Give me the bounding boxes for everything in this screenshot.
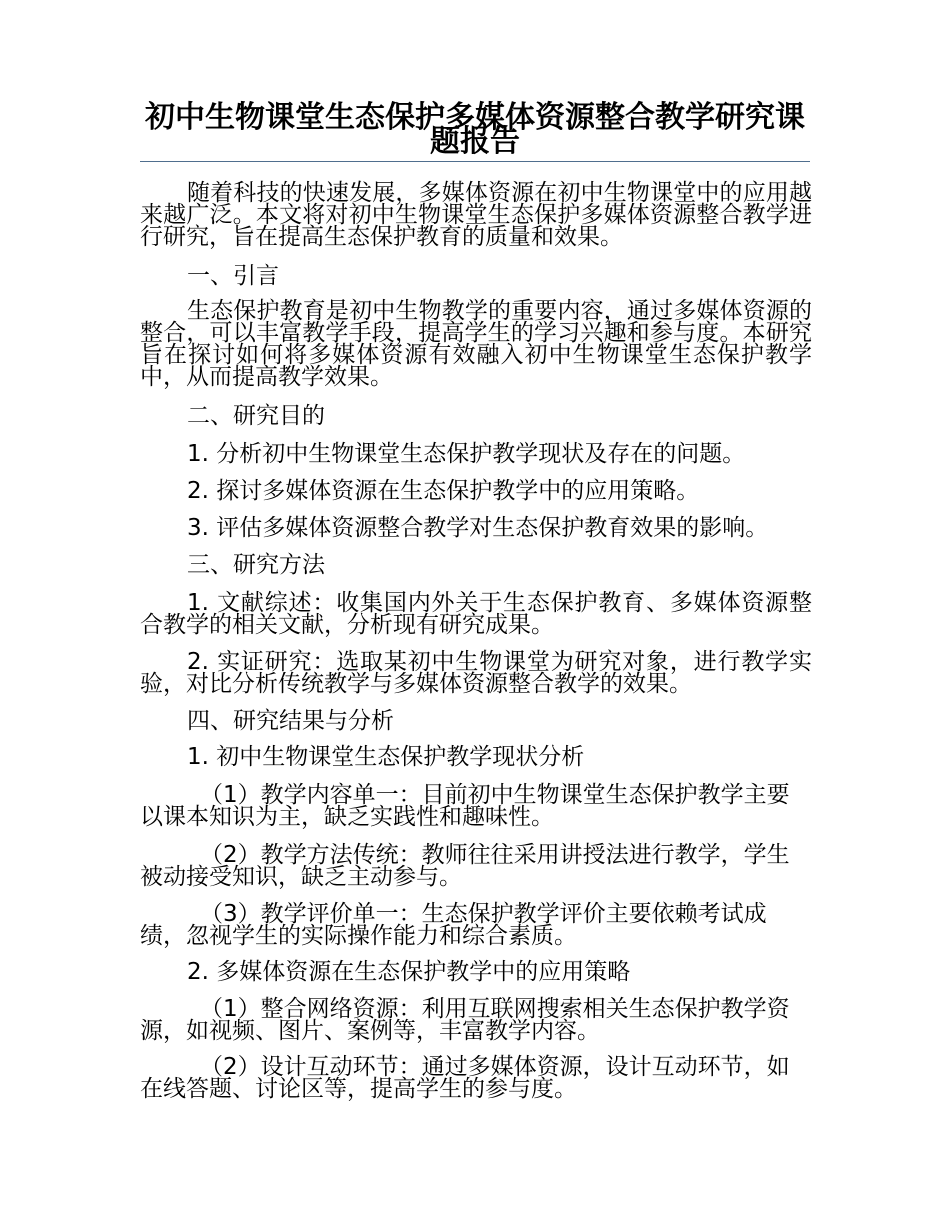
introduction-paragraph: 生态保护教育是初中生物教学的重要内容，通过多媒体资源的整合，可以丰富教学手段，提高学生的学习兴趣和参与度。本研究旨在探讨如何将多媒体资源有效融入初中生物课堂生态保护教学中，从而提高教学效果。 [140,298,812,390]
results-point-1-1: （1）教学内容单一：目前初中生物课堂生态保护教学主要以课本知识为主，缺乏实践性和趣味性。 [140,782,790,830]
results-point-1-3: （3）教学评价单一：生态保护教学评价主要依赖考试成绩，忽视学生的实际操作能力和综合素质。 [140,901,767,949]
section-heading-objectives: 二、研究目的 [187,403,325,429]
method-item-1: 1. 文献综述：收集国内外关于生态保护教育、多媒体资源整合教学的相关文献，分析现有研究成果。 [140,590,812,638]
intro-paragraph: 随着科技的快速发展，多媒体资源在初中生物课堂中的应用越来越广泛。本文将对初中生物课堂生态保护多媒体资源整合教学进行研究，旨在提高生态保护教育的质量和效果。 [140,180,812,250]
method-item-2: 2. 实证研究：选取某初中生物课堂为研究对象，进行教学实验，对比分析传统教学与多媒体资源整合教学的效果。 [140,649,812,697]
objective-item-2: 2. 探讨多媒体资源在生态保护教学中的应用策略。 [187,478,700,504]
results-subheading-1: 1. 初中生物课堂生态保护教学现状分析 [187,744,585,770]
section-heading-results: 四、研究结果与分析 [187,708,394,734]
results-subheading-2: 2. 多媒体资源在生态保护教学中的应用策略 [187,959,631,985]
results-point-2-1: （1）整合网络资源：利用互联网搜索相关生态保护教学资源，如视频、图片、案例等，丰富教学内容。 [140,996,790,1044]
results-point-2-2: （2）设计互动环节：通过多媒体资源，设计互动环节，如在线答题、讨论区等，提高学生的参与度。 [140,1054,790,1102]
objective-item-3: 3. 评估多媒体资源整合教学对生态保护教育效果的影响。 [187,515,769,541]
results-point-1-2: （2）教学方法传统：教师往往采用讲授法进行教学，学生被动接受知识，缺乏主动参与。 [140,842,790,890]
document-title: 初中生物课堂生态保护多媒体资源整合教学研究课题报告 [145,100,805,159]
title-underline [140,161,810,162]
section-heading-methods: 三、研究方法 [187,552,325,578]
section-heading-introduction: 一、引言 [187,263,279,289]
objective-item-1: 1. 分析初中生物课堂生态保护教学现状及存在的问题。 [187,441,746,467]
